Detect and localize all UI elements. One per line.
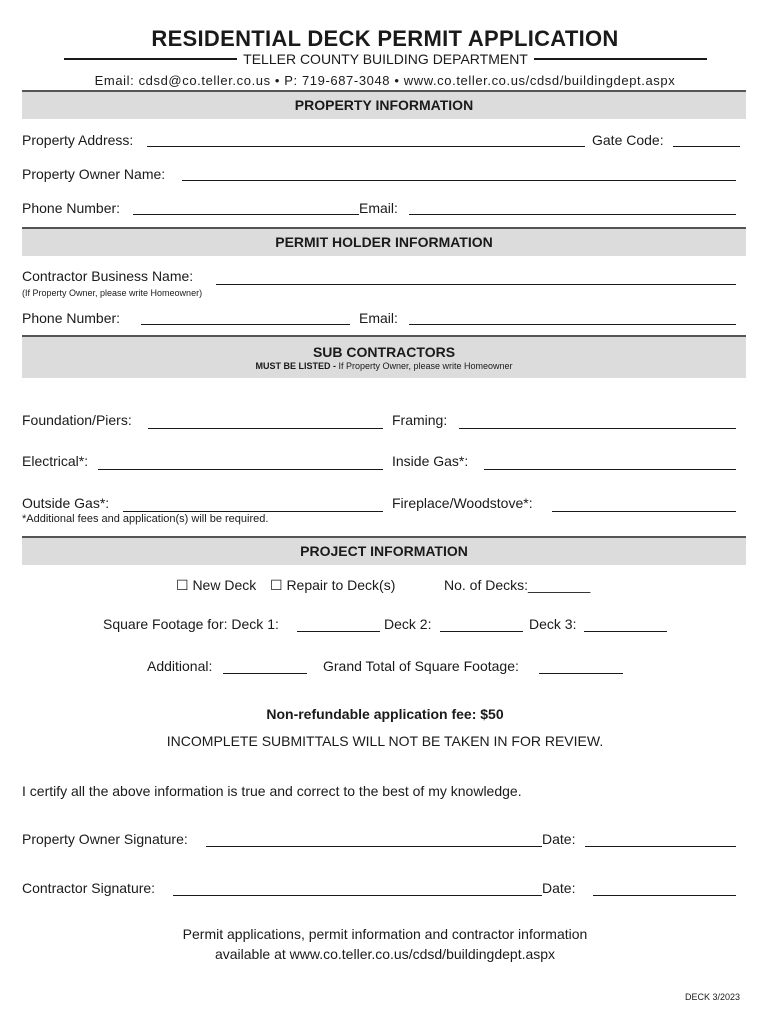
property-owner-field[interactable] [182,166,736,181]
grand-total-field[interactable] [539,659,623,674]
repair-deck-checkbox[interactable]: ☐ Repair to Deck(s) [270,577,396,593]
contractor-business-label: Contractor Business Name: [22,268,194,284]
department-row [64,50,707,68]
property-address-label: Property Address: [22,132,134,148]
contractor-signature-field[interactable] [173,881,542,896]
additional-sqft-field[interactable] [223,659,307,674]
property-section-heading: PROPERTY INFORMATION [22,90,746,119]
gate-code-label: Gate Code: [592,132,664,148]
property-phone-label: Phone Number: [22,200,121,216]
department-name: TELLER COUNTY BUILDING DEPARTMENT [243,51,528,67]
grand-total-label: Grand Total of Square Footage: [323,658,519,674]
contractor-signature-label: Contractor Signature: [22,880,156,896]
deck1-sqft-field[interactable] [297,617,380,632]
outside-gas-label: Outside Gas*: [22,495,110,511]
additional-fees-note: *Additional fees and application(s) will be required. [22,513,269,525]
holder-phone-field[interactable] [141,310,350,325]
additional-sqft-label: Additional: [147,658,213,674]
inside-gas-label: Inside Gas*: [392,453,469,469]
contractor-date-field[interactable] [593,881,736,896]
deck2-label: Deck 2: [384,616,432,632]
title-rule-right [534,58,707,60]
contractor-business-field[interactable] [216,270,736,285]
property-phone-field[interactable] [133,200,359,215]
holder-email-field[interactable] [409,310,736,325]
business-homeowner-note: (If Property Owner, please write Homeowner) [22,288,203,298]
title-rule-left [64,58,237,60]
gate-code-field[interactable] [673,132,740,147]
subcontractors-note [22,361,746,371]
fireplace-label: Fireplace/Woodstove*: [392,495,533,511]
application-fee: Non-refundable application fee: $50 [266,706,504,722]
project-section-heading: PROJECT INFORMATION [22,536,746,565]
framing-label: Framing: [392,412,448,428]
property-address-field[interactable] [147,132,585,147]
contractor-date-label: Date: [542,880,576,896]
electrical-field[interactable] [98,455,383,470]
electrical-label: Electrical*: [22,453,89,469]
owner-signature-field[interactable] [206,832,542,847]
new-deck-checkbox[interactable]: ☐ New Deck [176,577,257,593]
inside-gas-field[interactable] [484,455,736,470]
subcontractors-title: SUB CONTRACTORS [312,344,456,360]
form-code: DECK 3/2023 [685,992,741,1002]
form-title: RESIDENTIAL DECK PERMIT APPLICATION [151,26,619,51]
deck2-sqft-field[interactable] [440,617,523,632]
subcontractors-section-heading [22,335,746,378]
owner-date-label: Date: [542,831,576,847]
certification-statement: I certify all the above information is true and correct to the best of my knowledge. [22,783,522,799]
number-of-decks-field[interactable]: No. of Decks:________ [444,577,591,593]
must-be-listed-text: MUST BE LISTED - [255,361,339,371]
holder-phone-label: Phone Number: [22,310,121,326]
owner-date-field[interactable] [585,832,736,847]
foundation-field[interactable] [148,414,383,429]
deck3-label: Deck 3: [529,616,577,632]
property-email-label: Email: [359,200,398,216]
framing-field[interactable] [459,414,736,429]
outside-gas-field[interactable] [123,497,383,512]
homeowner-note: If Property Owner, please write Homeowner [338,361,513,371]
deck1-sqft-label: Square Footage for: Deck 1: [103,616,279,632]
incomplete-submittals-warning: INCOMPLETE SUBMITTALS WILL NOT BE TAKEN IN FOR REVIEW. [166,733,604,749]
holder-email-label: Email: [359,310,398,326]
contact-info: Email: cdsd@co.teller.co.us • P: 719-687-3048 • www.co.teller.co.us/cdsd/buildingdept.aspx [94,73,676,88]
footer-info-line-1: Permit applications, permit information and contractor information [182,926,588,942]
fireplace-field[interactable] [552,497,736,512]
owner-signature-label: Property Owner Signature: [22,831,188,847]
permit-holder-section-heading: PERMIT HOLDER INFORMATION [22,227,746,256]
foundation-label: Foundation/Piers: [22,412,132,428]
footer-info-line-2: available at www.co.teller.co.us/cdsd/buildingdept.aspx [214,946,556,962]
deck3-sqft-field[interactable] [584,617,667,632]
property-email-field[interactable] [409,200,736,215]
property-owner-label: Property Owner Name: [22,166,166,182]
